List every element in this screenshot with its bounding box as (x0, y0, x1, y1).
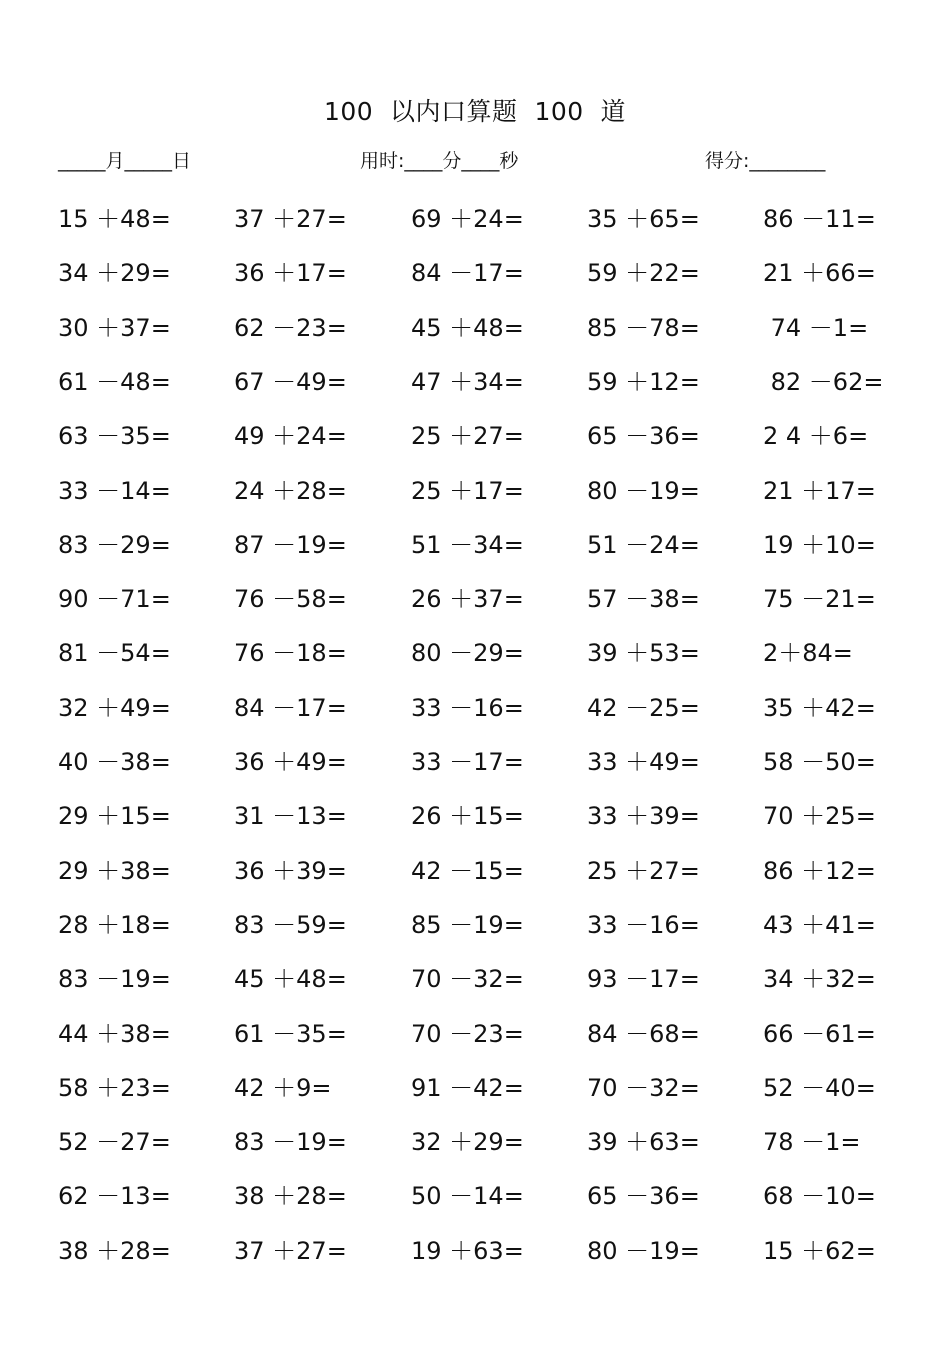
arithmetic-problem: 85 －19= (411, 911, 524, 939)
arithmetic-problem: 2＋84= (763, 639, 853, 667)
arithmetic-problem: 62 －13= (58, 1182, 171, 1210)
score-field: 得分:________ (705, 150, 826, 172)
arithmetic-problem: 82 －62= (763, 368, 884, 396)
arithmetic-problem: 21 ＋17= (763, 477, 876, 505)
arithmetic-problem: 84 －17= (411, 259, 524, 287)
arithmetic-problem: 70 ＋25= (763, 802, 876, 830)
arithmetic-problem: 33 ＋49= (587, 748, 700, 776)
arithmetic-problem: 36 ＋39= (234, 857, 347, 885)
arithmetic-problem: 19 ＋10= (763, 531, 876, 559)
arithmetic-problem: 32 ＋49= (58, 694, 171, 722)
arithmetic-problem: 93 －17= (587, 965, 700, 993)
arithmetic-problem: 29 ＋15= (58, 802, 171, 830)
arithmetic-problem: 91 －42= (411, 1074, 524, 1102)
arithmetic-problem: 85 －78= (587, 314, 700, 342)
arithmetic-problem: 83 －19= (58, 965, 171, 993)
arithmetic-problem: 15 ＋48= (58, 205, 171, 233)
date-field: _____月_____日 (58, 150, 192, 172)
arithmetic-problem: 39 ＋63= (587, 1128, 700, 1156)
arithmetic-problem: 52 －27= (58, 1128, 171, 1156)
arithmetic-problem: 52 －40= (763, 1074, 876, 1102)
arithmetic-problem: 2 4 ＋6= (763, 422, 869, 450)
arithmetic-problem: 67 －49= (234, 368, 347, 396)
arithmetic-problem: 59 ＋22= (587, 259, 700, 287)
arithmetic-problem: 81 －54= (58, 639, 171, 667)
arithmetic-problem: 33 －14= (58, 477, 171, 505)
arithmetic-problem: 37 ＋27= (234, 205, 347, 233)
arithmetic-problem: 86 －11= (763, 205, 876, 233)
arithmetic-problem: 25 ＋27= (411, 422, 524, 450)
arithmetic-problem: 47 ＋34= (411, 368, 524, 396)
arithmetic-problem: 33 ＋39= (587, 802, 700, 830)
arithmetic-problem: 50 －14= (411, 1182, 524, 1210)
arithmetic-problem: 76 －58= (234, 585, 347, 613)
arithmetic-problem: 59 ＋12= (587, 368, 700, 396)
arithmetic-problem: 83 －59= (234, 911, 347, 939)
arithmetic-problem: 26 ＋15= (411, 802, 524, 830)
arithmetic-problem: 63 －35= (58, 422, 171, 450)
arithmetic-problem: 38 ＋28= (234, 1182, 347, 1210)
arithmetic-problem: 80 －29= (411, 639, 524, 667)
arithmetic-problem: 76 －18= (234, 639, 347, 667)
arithmetic-problem: 35 ＋42= (763, 694, 876, 722)
arithmetic-problem: 51 －34= (411, 531, 524, 559)
arithmetic-problem: 83 －29= (58, 531, 171, 559)
arithmetic-problem: 36 ＋17= (234, 259, 347, 287)
arithmetic-problem: 29 ＋38= (58, 857, 171, 885)
arithmetic-problem: 36 ＋49= (234, 748, 347, 776)
arithmetic-problem: 21 ＋66= (763, 259, 876, 287)
arithmetic-problem: 86 ＋12= (763, 857, 876, 885)
arithmetic-problem: 70 －32= (587, 1074, 700, 1102)
arithmetic-problem: 61 －48= (58, 368, 171, 396)
arithmetic-problem: 80 －19= (587, 1237, 700, 1265)
arithmetic-problem: 78 －1= (763, 1128, 861, 1156)
arithmetic-problem: 34 ＋32= (763, 965, 876, 993)
arithmetic-problem: 68 －10= (763, 1182, 876, 1210)
arithmetic-problem: 39 ＋53= (587, 639, 700, 667)
arithmetic-problem: 25 ＋27= (587, 857, 700, 885)
arithmetic-problem: 66 －61= (763, 1020, 876, 1048)
arithmetic-problem: 24 ＋28= (234, 477, 347, 505)
arithmetic-problem: 37 ＋27= (234, 1237, 347, 1265)
arithmetic-problem: 42 －15= (411, 857, 524, 885)
arithmetic-problem: 70 －23= (411, 1020, 524, 1048)
arithmetic-problem: 61 －35= (234, 1020, 347, 1048)
arithmetic-problem: 45 ＋48= (411, 314, 524, 342)
arithmetic-problem: 69 ＋24= (411, 205, 524, 233)
arithmetic-problem: 87 －19= (234, 531, 347, 559)
arithmetic-problem: 65 －36= (587, 422, 700, 450)
arithmetic-problem: 28 ＋18= (58, 911, 171, 939)
arithmetic-problem: 38 ＋28= (58, 1237, 171, 1265)
arithmetic-problem: 26 ＋37= (411, 585, 524, 613)
arithmetic-problem: 42 －25= (587, 694, 700, 722)
arithmetic-problem: 30 ＋37= (58, 314, 171, 342)
arithmetic-problem: 34 ＋29= (58, 259, 171, 287)
arithmetic-problem: 65 －36= (587, 1182, 700, 1210)
arithmetic-problem: 33 －16= (411, 694, 524, 722)
arithmetic-problem: 75 －21= (763, 585, 876, 613)
arithmetic-problem: 40 －38= (58, 748, 171, 776)
arithmetic-problem: 44 ＋38= (58, 1020, 171, 1048)
arithmetic-problem: 58 ＋23= (58, 1074, 171, 1102)
arithmetic-problem: 32 ＋29= (411, 1128, 524, 1156)
arithmetic-problem: 62 －23= (234, 314, 347, 342)
time-field: 用时:____分____秒 (360, 150, 519, 172)
arithmetic-problem: 58 －50= (763, 748, 876, 776)
arithmetic-problem: 35 ＋65= (587, 205, 700, 233)
arithmetic-problem: 80 －19= (587, 477, 700, 505)
arithmetic-problem: 51 －24= (587, 531, 700, 559)
arithmetic-problem: 74 －1= (763, 314, 869, 342)
arithmetic-problem: 31 －13= (234, 802, 347, 830)
arithmetic-problem: 19 ＋63= (411, 1237, 524, 1265)
arithmetic-problem: 25 ＋17= (411, 477, 524, 505)
arithmetic-problem: 84 －68= (587, 1020, 700, 1048)
arithmetic-problem: 83 －19= (234, 1128, 347, 1156)
arithmetic-problem: 43 ＋41= (763, 911, 876, 939)
arithmetic-problem: 33 －17= (411, 748, 524, 776)
arithmetic-problem: 90 －71= (58, 585, 171, 613)
arithmetic-problem: 33 －16= (587, 911, 700, 939)
arithmetic-problem: 49 ＋24= (234, 422, 347, 450)
arithmetic-problem: 15 ＋62= (763, 1237, 876, 1265)
arithmetic-problem: 42 ＋9= (234, 1074, 332, 1102)
worksheet-title: 100 以内口算题 100 道 (323, 97, 627, 126)
arithmetic-problem: 84 －17= (234, 694, 347, 722)
arithmetic-problem: 57 －38= (587, 585, 700, 613)
arithmetic-problem: 70 －32= (411, 965, 524, 993)
arithmetic-problem: 45 ＋48= (234, 965, 347, 993)
